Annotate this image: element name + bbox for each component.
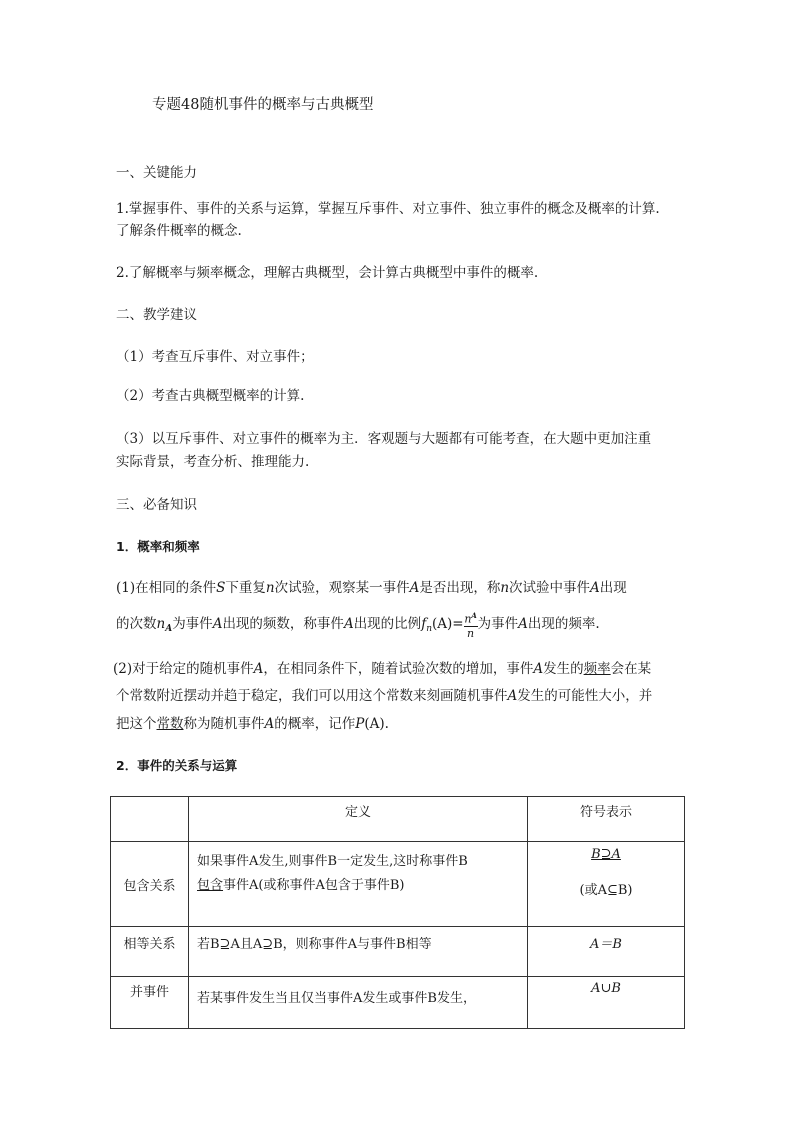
page-title: 专题48随机事件的概率与古典概型 xyxy=(152,97,374,113)
header-cell-empty xyxy=(111,797,189,842)
frequency-fraction: $\frac{n^A}{n}$ xyxy=(464,611,477,640)
table-row xyxy=(111,927,685,977)
row-name-inclusion: 包含关系 xyxy=(111,842,189,927)
row-symbol-union: A∪B xyxy=(528,977,685,1029)
subheading-event-relations: 2．事件的关系与运算 xyxy=(116,758,238,773)
event-relations-table xyxy=(110,796,685,1029)
advice-item-2: （2）考查古典概型概率的计算. xyxy=(116,388,305,404)
header-cell-definition: 定义 xyxy=(189,797,528,842)
header-cell-symbol: 符号表示 xyxy=(528,797,685,842)
row-symbol-equality: A＝B xyxy=(528,927,685,977)
ability-item-2: 2.了解概率与频率概念，理解古典概型，会计算古典概型中事件的概率. xyxy=(116,265,539,281)
advice-item-3: （3）以互斥事件、对立事件的概率为主．客观题与大题都有可能考查，在大题中更加注重 xyxy=(116,431,652,447)
subheading-probability-frequency: 1．概率和频率 xyxy=(116,539,200,554)
paragraph-1-line-1: (1)在相同的条件S下重复n次试验，观察某一事件A是否出现，称n次试验中事件A出现 xyxy=(116,580,627,596)
ability-item-1-cont: 了解条件概率的概念. xyxy=(116,223,242,239)
table-row xyxy=(111,842,685,927)
paragraph-2-line-3: 把这个常数称为随机事件A的概率，记作P(A). xyxy=(116,716,389,732)
row-definition-equality: 若B⊇A且A⊇B，则称事件A与事件B相等 xyxy=(189,927,528,977)
table-row xyxy=(111,977,685,1029)
paragraph-1-line-2: 的次数$n_A$为事件A出现的频数，称事件A出现的比例$f_n(A)=$ $\frac{n^A}{n}$ 为事件A出现的频率. xyxy=(116,611,600,640)
advice-item-1: （1）考查互斥事件、对立事件； xyxy=(116,349,314,365)
row-name-union: 并事件 xyxy=(111,977,189,1029)
paragraph-2-line-1: (2)对于给定的随机事件A，在相同条件下，随着试验次数的增加，事件A发生的频率会在某 xyxy=(113,661,652,677)
section-heading-teaching-advice: 二、教学建议 xyxy=(116,307,197,323)
row-definition-inclusion: 如果事件A发生,则事件B一定发生,这时称事件B 包含事件A(或称事件A包含于事件B) xyxy=(189,842,528,927)
ability-item-1: 1.掌握事件、事件的关系与运算，掌握互斥事件、对立事件、独立事件的概念及概率的计算. xyxy=(116,201,660,217)
table-header-row xyxy=(111,797,685,842)
row-symbol-inclusion: B⊇A (或A⊆B) xyxy=(528,842,685,927)
advice-item-3-cont: 实际背景，考查分析、推理能力. xyxy=(116,454,310,470)
section-heading-key-abilities: 一、关键能力 xyxy=(116,165,197,181)
row-name-equality: 相等关系 xyxy=(111,927,189,977)
row-definition-union: 若某事件发生当且仅当事件A发生或事件B发生， xyxy=(189,977,528,1029)
section-heading-required-knowledge: 三、必备知识 xyxy=(116,497,197,513)
paragraph-2-line-2: 个常数附近摆动并趋于稳定，我们可以用这个常数来刻画随机事件A发生的可能性大小，并 xyxy=(116,688,653,704)
